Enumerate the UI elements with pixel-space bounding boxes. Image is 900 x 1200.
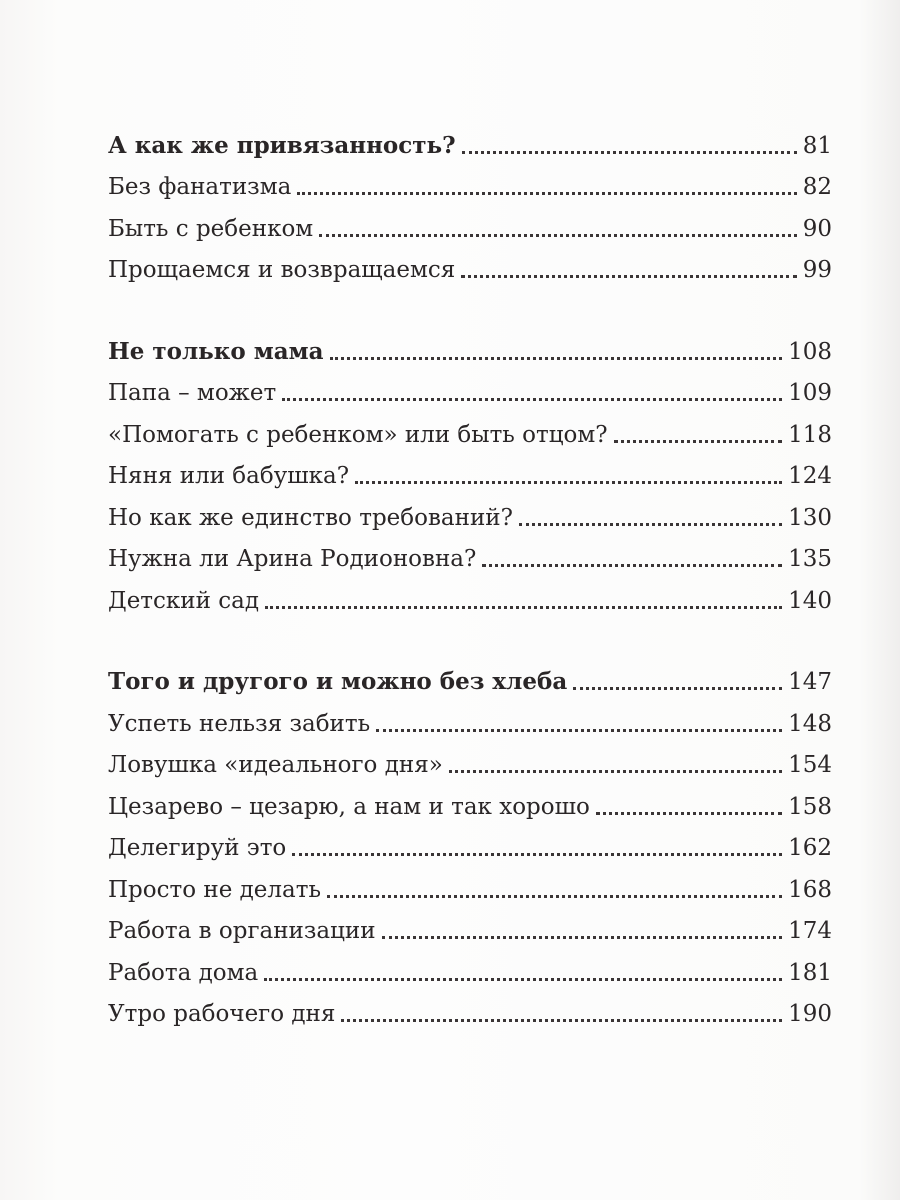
dot-leader bbox=[519, 523, 782, 526]
dot-leader bbox=[292, 853, 782, 856]
toc-page-number: 174 bbox=[788, 918, 832, 944]
toc-entry bbox=[108, 449, 832, 491]
toc-entry bbox=[108, 696, 832, 738]
toc-section-heading bbox=[108, 324, 832, 366]
toc-page-number: 81 bbox=[802, 132, 832, 159]
toc-entry-title: Быть с ребенком bbox=[108, 215, 314, 242]
dot-leader bbox=[327, 895, 782, 898]
dot-leader bbox=[482, 564, 782, 567]
toc-entry-title: Того и другого и можно без хлеба bbox=[108, 668, 568, 695]
toc-entry bbox=[108, 945, 832, 987]
dot-leader bbox=[355, 481, 782, 484]
toc-entry-title: Делегируй это bbox=[108, 835, 287, 861]
toc-page-number: 130 bbox=[788, 504, 832, 531]
toc-entry bbox=[108, 243, 832, 285]
toc-page-number: 181 bbox=[788, 959, 832, 986]
toc-page-number: 99 bbox=[802, 257, 832, 283]
toc-page-number: 148 bbox=[788, 710, 832, 737]
toc-page-number: 140 bbox=[788, 587, 832, 614]
toc-page-number: 82 bbox=[802, 174, 832, 200]
dot-leader bbox=[297, 192, 796, 195]
toc-entry-title: Цезарево – цезарю, а нам и так хорошо bbox=[108, 793, 590, 820]
toc-page-number: 190 bbox=[788, 1001, 832, 1027]
toc-entry-title: Ловушка «идеального дня» bbox=[108, 752, 443, 778]
toc-entry-title: Без фанатизма bbox=[108, 174, 292, 200]
toc-entry bbox=[108, 862, 832, 904]
toc-entry bbox=[108, 821, 832, 863]
toc-page-number: 118 bbox=[788, 421, 832, 448]
toc-page-number: 154 bbox=[788, 752, 832, 778]
toc-entry-title: Работа в организации bbox=[108, 918, 376, 944]
dot-leader bbox=[382, 936, 783, 939]
toc-entry-title: Но как же единство требований? bbox=[108, 504, 513, 531]
dot-leader bbox=[376, 729, 782, 732]
dot-leader bbox=[614, 440, 783, 443]
dot-leader bbox=[461, 275, 796, 278]
toc-entry-title: А как же привязанность? bbox=[108, 131, 456, 159]
toc-page-number: 162 bbox=[788, 835, 832, 861]
toc-entry bbox=[108, 779, 832, 821]
toc-entry-title: Нужна ли Арина Родионовна? bbox=[108, 546, 477, 572]
toc-page-number: 168 bbox=[788, 876, 832, 903]
toc-entry-title: «Помогать с ребенком» или быть отцом? bbox=[108, 421, 608, 448]
toc-entry bbox=[108, 987, 832, 1029]
toc-page-number: 109 bbox=[788, 380, 832, 406]
toc-entry-title: Успеть нельзя забить bbox=[108, 710, 371, 737]
dot-leader bbox=[596, 812, 782, 815]
toc-entry-title: Няня или бабушка? bbox=[108, 463, 350, 489]
table-of-contents bbox=[108, 118, 832, 1028]
dot-leader bbox=[341, 1019, 782, 1022]
dot-leader bbox=[265, 606, 782, 609]
toc-page-number: 124 bbox=[788, 463, 832, 489]
toc-section bbox=[108, 118, 832, 284]
toc-entry bbox=[108, 904, 832, 946]
toc-entry-title: Работа дома bbox=[108, 959, 259, 986]
toc-section bbox=[108, 324, 832, 615]
toc-section-heading bbox=[108, 655, 832, 697]
toc-page-number: 135 bbox=[788, 546, 832, 572]
toc-entry-title: Папа – может bbox=[108, 380, 277, 406]
dot-leader bbox=[449, 770, 782, 773]
toc-section-heading bbox=[108, 118, 832, 160]
toc-entry-title: Прощаемся и возвращаемся bbox=[108, 257, 456, 283]
toc-entry-title: Утро рабочего дня bbox=[108, 1001, 336, 1027]
toc-entry bbox=[108, 573, 832, 615]
dot-leader bbox=[264, 978, 782, 981]
toc-section bbox=[108, 655, 832, 1029]
toc-page-number: 158 bbox=[788, 793, 832, 820]
toc-entry-title: Просто не делать bbox=[108, 876, 321, 903]
toc-entry bbox=[108, 532, 832, 574]
toc-entry-title: Детский сад bbox=[108, 587, 260, 614]
toc-entry bbox=[108, 160, 832, 202]
toc-entry bbox=[108, 407, 832, 449]
toc-entry bbox=[108, 738, 832, 780]
dot-leader bbox=[282, 398, 782, 401]
toc-entry bbox=[108, 490, 832, 532]
toc-page-number: 90 bbox=[802, 215, 832, 242]
toc-entry bbox=[108, 201, 832, 243]
toc-page-number: 147 bbox=[788, 669, 832, 695]
dot-leader bbox=[462, 151, 797, 154]
dot-leader bbox=[330, 357, 783, 360]
toc-entry bbox=[108, 366, 832, 408]
toc-page-number: 108 bbox=[788, 338, 832, 365]
dot-leader bbox=[573, 687, 782, 690]
dot-leader bbox=[319, 234, 797, 237]
toc-entry-title: Не только мама bbox=[108, 337, 324, 365]
